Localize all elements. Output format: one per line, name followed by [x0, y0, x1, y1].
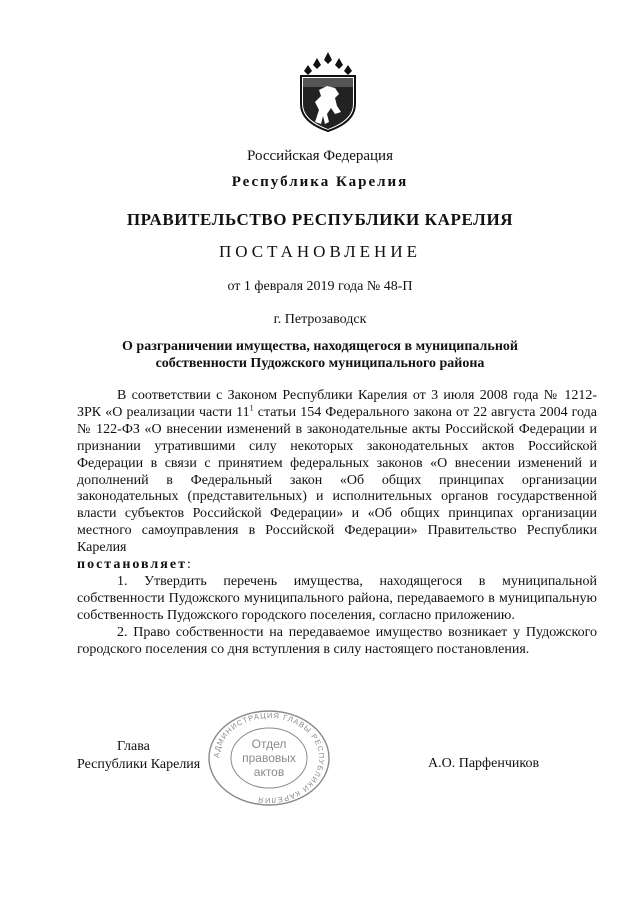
country-name: Российская Федерация [247, 148, 393, 164]
preamble-superscript: 1 [249, 403, 254, 413]
republic-name: Республика Карелия [231, 174, 409, 190]
signatory-title [77, 738, 200, 774]
item-2: 2. Право собственности на передаваемое имущество возникает у Пудожского городского поселения со дня вступления в силу настоящего постановления. [77, 624, 597, 657]
resolution-colon: : [186, 557, 191, 573]
subject-line-1: О разграничении имущества, находящегося в муниципальной [122, 339, 518, 354]
document-date-number: от 1 февраля 2019 года № 48-П [227, 279, 413, 294]
preamble-paragraph [77, 388, 597, 557]
document-type: ПОСТАНОВЛЕНИЕ [218, 242, 421, 261]
item-1: 1. Утвердить перечень имущества, находящегося в муниципальной собственности Пудожского муниципального района, передаваемого в муниципальную собственность Пудожского городского поселения, согласно приложению. [77, 573, 597, 623]
government-title: ПРАВИТЕЛЬСТВО РЕСПУБЛИКИ КАРЕЛИЯ [126, 210, 514, 229]
resolution-word: постановляет [77, 557, 187, 573]
subject-line-2: собственности Пудожского муниципального района [155, 356, 485, 371]
stamp-line-2: правовых [242, 751, 296, 765]
stamp-line-1: Отдел [251, 737, 287, 751]
preamble-text-a: В соответствии с Законом Республики Карелия от 3 июля 2008 года № 1212-ЗРК «О реализации части 11 [77, 388, 597, 420]
official-stamp [204, 708, 334, 808]
stamp-line-3: актов [253, 765, 285, 779]
document-body [77, 388, 597, 659]
document-subject [0, 338, 640, 372]
preamble-text-b: статьи 154 Федерального закона от 22 августа 2004 года № 122-ФЗ «О внесении изменений в законодательные акты Российской Федерации и признании утратившими силу некоторых законодательных актов Российской Федерации в связи с принятием федеральных законов «О внесении изменений и дополнений в Федеральный закон «Об общих принципах организации законодательных (представительных) и исполнительных органов государственной власти субъектов Российской Федерации» и «Об общих принципах организации местного самоуправления в Российской Федерации» Правительство Республики Карелия [77, 404, 597, 556]
stamp-ring-text: АДМИНИСТРАЦИЯ ГЛАВЫ РЕСПУБЛИКИ КАРЕЛИЯ [211, 710, 327, 806]
coat-of-arms-emblem [295, 52, 361, 132]
document-city: г. Петрозаводск [273, 312, 367, 327]
signatory-name: А.О. Парфенчиков [428, 756, 540, 771]
signatory-title-line-1: Глава [117, 739, 150, 754]
signatory-title-line-2: Республики Карелия [77, 757, 201, 772]
resolution-word-line [77, 557, 597, 574]
